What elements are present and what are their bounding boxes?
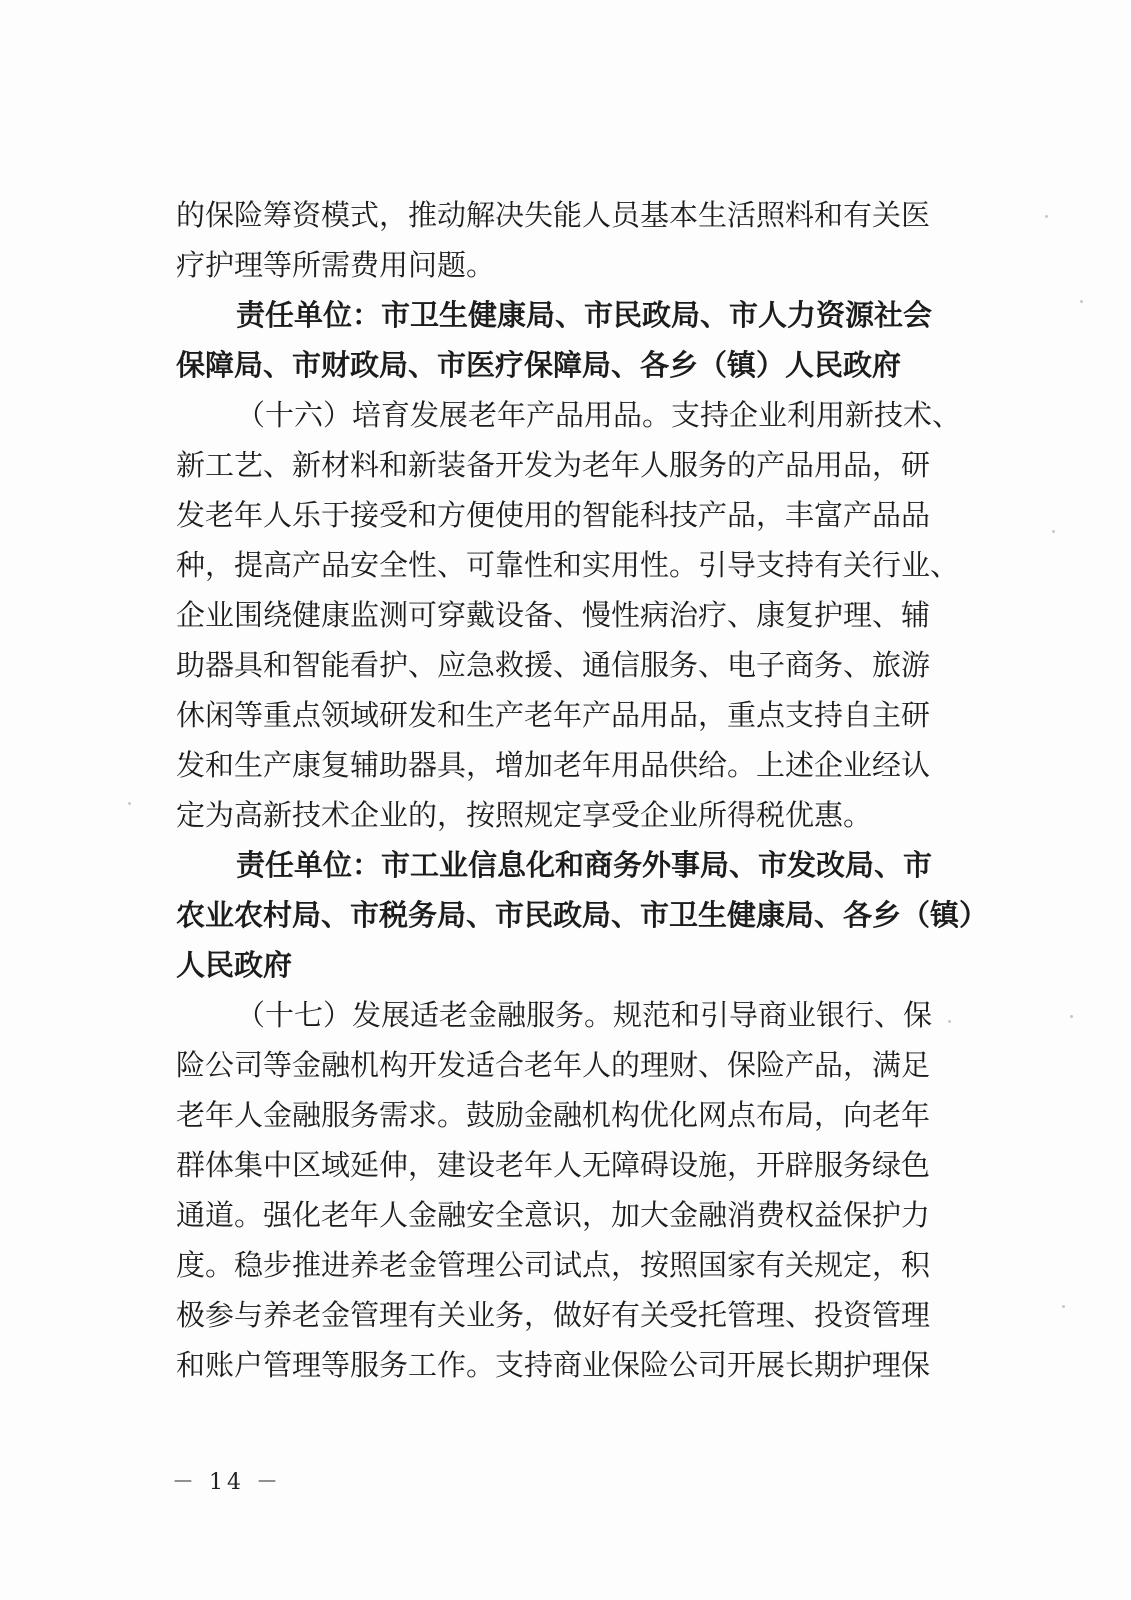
text-line: 种，提高产品安全性、可靠性和实用性。引导支持有关行业、 xyxy=(176,548,960,582)
section-heading: （十六）培育发展老年产品用品。 xyxy=(236,398,672,432)
text-line: 休闲等重点领域研发和生产老年产品用品，重点支持自主研 xyxy=(176,698,931,732)
text-line: 发老年人乐于接受和方便使用的智能科技产品，丰富产品品 xyxy=(176,498,931,532)
text-line: 的保险筹资模式，推动解决失能人员基本生活照料和有关医 xyxy=(176,198,931,232)
scan-speck xyxy=(128,802,131,805)
page-number: － 14 － xyxy=(172,1470,282,1495)
text-line: 通道。强化老年人金融安全意识，加大金融消费权益保护力 xyxy=(176,1198,931,1232)
text-line: 极参与养老金管理有关业务，做好有关受托管理、投资管理 xyxy=(176,1298,931,1332)
responsibility-line: 责任单位：市工业信息化和商务外事局、市发改局、市 xyxy=(236,848,933,882)
scan-speck xyxy=(948,1020,951,1023)
text-line: 群体集中区域延伸，建设老年人无障碍设施，开辟服务绿色 xyxy=(176,1148,931,1182)
responsibility-line: 责任单位：市卫生健康局、市民政局、市人力资源社会 xyxy=(236,298,933,332)
text-line: 助器具和智能看护、应急救援、通信服务、电子商务、旅游 xyxy=(176,648,931,682)
section-first-line xyxy=(176,990,936,1040)
section-heading: （十七）发展适老金融服务。 xyxy=(236,998,614,1032)
responsibility-line: 保障局、市财政局、市医疗保障局、各乡（镇）人民政府 xyxy=(176,348,902,382)
responsibility-line: 农业农村局、市税务局、市民政局、市卫生健康局、各乡（镇） xyxy=(176,898,989,932)
scan-speck xyxy=(1080,300,1083,303)
text-segment: 支持企业利用新技术、 xyxy=(671,398,962,432)
document-body xyxy=(176,190,989,1390)
scan-speck xyxy=(1052,530,1055,533)
responsibility-line: 人民政府 xyxy=(176,948,293,982)
text-line: 老年人金融服务需求。鼓励金融机构优化网点布局，向老年 xyxy=(176,1098,931,1132)
scan-speck xyxy=(1070,1015,1073,1018)
scan-speck xyxy=(1045,215,1048,218)
text-line: 发和生产康复辅助器具，增加老年用品供给。上述企业经认 xyxy=(176,748,931,782)
scan-speck xyxy=(1062,1305,1065,1308)
text-line: 企业围绕健康监测可穿戴设备、慢性病治疗、康复护理、辅 xyxy=(176,598,931,632)
section-first-line xyxy=(176,390,962,440)
text-line: 定为高新技术企业的，按照规定享受企业所得税优惠。 xyxy=(176,798,873,832)
text-line: 新工艺、新材料和新装备开发为老年人服务的产品用品，研 xyxy=(176,448,931,482)
text-line: 险公司等金融机构开发适合老年人的理财、保险产品，满足 xyxy=(176,1048,931,1082)
text-line: 和账户管理等服务工作。支持商业保险公司开展长期护理保 xyxy=(176,1348,931,1382)
text-line: 疗护理等所需费用问题。 xyxy=(176,248,496,282)
text-segment: 规范和引导商业银行、保 xyxy=(613,998,933,1032)
text-line: 度。稳步推进养老金管理公司试点，按照国家有关规定，积 xyxy=(176,1248,931,1282)
